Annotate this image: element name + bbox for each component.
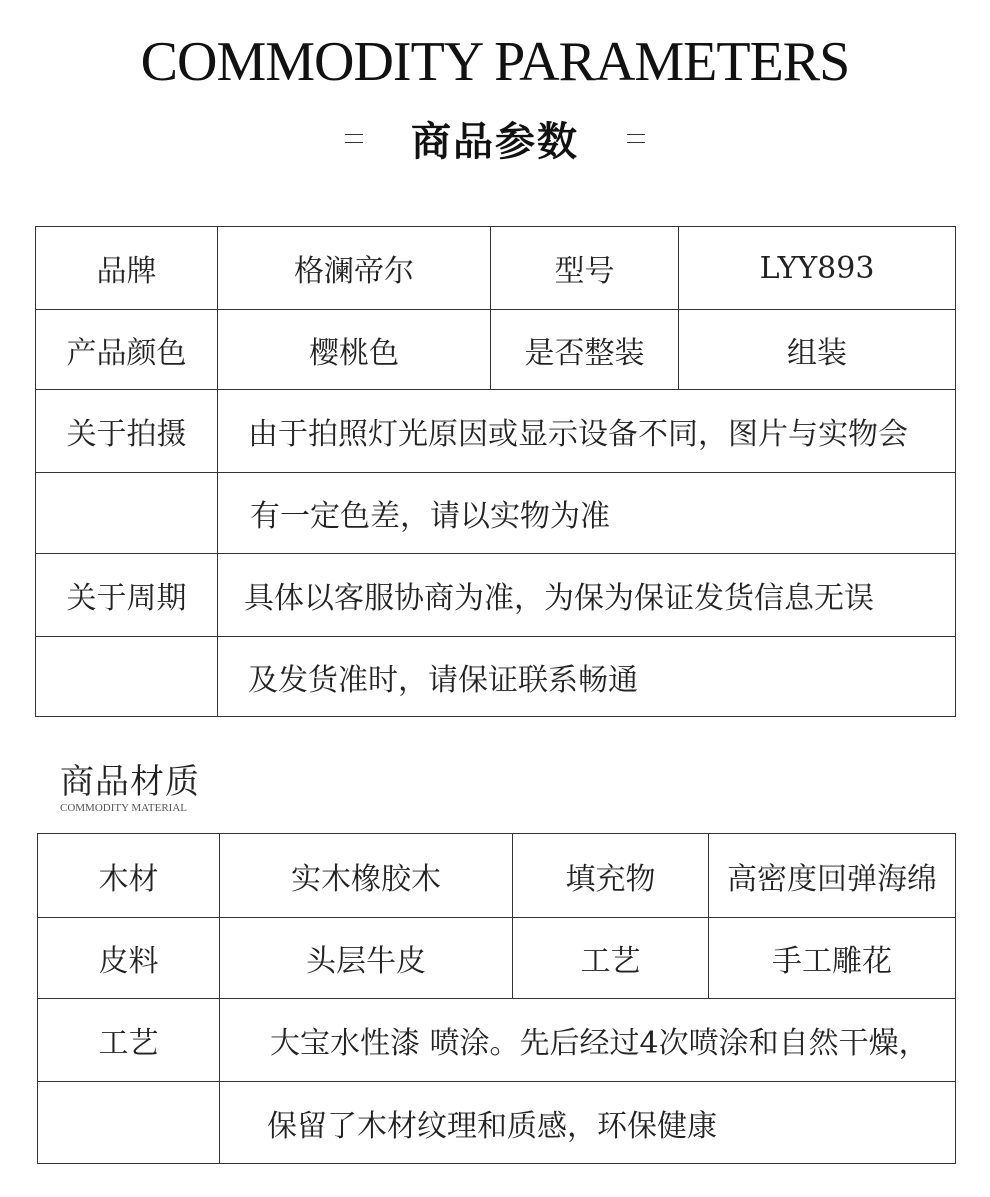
material-value: 实木橡胶木 bbox=[220, 834, 513, 918]
material-section-title bbox=[60, 762, 200, 814]
table-row bbox=[38, 1082, 956, 1164]
param-label: 品牌 bbox=[36, 227, 218, 310]
param-label bbox=[36, 473, 218, 554]
material-label: 皮料 bbox=[38, 918, 220, 999]
double-line-left-icon bbox=[345, 134, 363, 143]
param-note: 具体以客服协商为准，为保为保证发货信息无误 bbox=[218, 554, 956, 637]
material-label: 木材 bbox=[38, 834, 220, 918]
table-row bbox=[36, 390, 956, 473]
table-row bbox=[36, 473, 956, 554]
table-row bbox=[36, 227, 956, 310]
material-title-en: COMMODITY MATERIAL bbox=[60, 802, 188, 814]
material-label: 填充物 bbox=[513, 834, 709, 918]
table-row bbox=[36, 637, 956, 717]
param-label: 型号 bbox=[491, 227, 679, 310]
param-label: 产品颜色 bbox=[36, 310, 218, 390]
page-title-en: COMMODITY PARAMETERS bbox=[140, 31, 850, 93]
param-value: 樱桃色 bbox=[218, 310, 491, 390]
param-label: 是否整装 bbox=[491, 310, 679, 390]
material-label bbox=[38, 1082, 220, 1164]
param-value: 组装 bbox=[679, 310, 956, 390]
param-note: 有一定色差，请以实物为准 bbox=[218, 473, 956, 554]
table-row bbox=[36, 310, 956, 390]
page-title-cn: 商品参数 bbox=[411, 117, 579, 165]
param-label: 关于周期 bbox=[36, 554, 218, 637]
subtitle-row bbox=[0, 108, 990, 168]
material-note: 保留了木材纹理和质感，环保健康 bbox=[220, 1082, 956, 1164]
material-note: 大宝水性漆 喷涂。先后经过4次喷涂和自然干燥， bbox=[220, 999, 956, 1082]
param-value: LYY893 bbox=[679, 227, 956, 310]
double-line-right-icon bbox=[627, 134, 645, 143]
material-label: 工艺 bbox=[513, 918, 709, 999]
param-label bbox=[36, 637, 218, 717]
material-table bbox=[37, 833, 956, 1164]
param-note: 及发货准时，请保证联系畅通 bbox=[218, 637, 956, 717]
material-value: 手工雕花 bbox=[709, 918, 956, 999]
material-value: 头层牛皮 bbox=[220, 918, 513, 999]
params-table bbox=[35, 226, 956, 717]
table-row bbox=[36, 554, 956, 637]
param-note: 由于拍照灯光原因或显示设备不同，图片与实物会 bbox=[218, 390, 956, 473]
table-row bbox=[38, 999, 956, 1082]
param-value: 格澜帝尔 bbox=[218, 227, 491, 310]
material-value: 高密度回弹海绵 bbox=[709, 834, 956, 918]
param-label: 关于拍摄 bbox=[36, 390, 218, 473]
table-row bbox=[38, 918, 956, 999]
table-row bbox=[38, 834, 956, 918]
material-label: 工艺 bbox=[38, 999, 220, 1082]
material-title-cn: 商品材质 bbox=[60, 762, 200, 802]
